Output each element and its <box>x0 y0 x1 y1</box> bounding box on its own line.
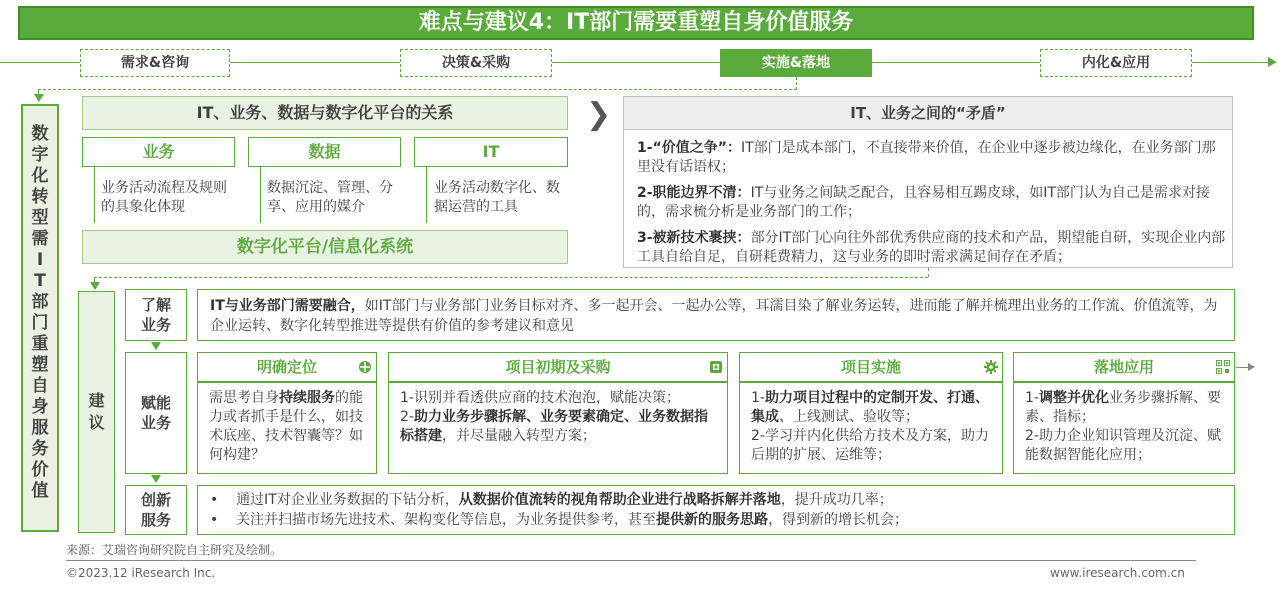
down-arrow-icon <box>151 342 161 350</box>
relation-it-title: IT <box>414 137 568 167</box>
vertical-title-char: I <box>36 250 44 270</box>
conflict-item-1-text: IT部门是成本部门，不直接带来价值，在企业中逐步被边缘化，在业务部门那里没有话语权； <box>637 140 1216 175</box>
crosshair-icon <box>358 360 372 374</box>
down-arrow-icon <box>90 282 100 290</box>
innovate-bullet-2-post: ，得到新的增长机会； <box>768 512 909 528</box>
empower-label-text: 赋能业务 <box>140 394 171 432</box>
empower-card-text <box>1025 389 1225 465</box>
relation-it-desc: 业务活动数字化、数据运营的工具 <box>434 180 560 215</box>
vertical-title <box>21 104 59 532</box>
source-note: 来源：艾瑞咨询研究院自主研究及绘制。 <box>66 543 283 557</box>
empower-card-title <box>388 352 728 382</box>
understand-text <box>210 296 1226 336</box>
empower-card-title-text: 落地应用 <box>1093 358 1154 376</box>
conflict-item-3-bold: 3-被新技术裹挟： <box>637 230 751 246</box>
innovate-bullet-1-pre: 通过IT对企业业务数据的下钻分析， <box>236 492 459 508</box>
empower-card-title-text: 项目实施 <box>840 358 901 376</box>
empower-card-text-part: 助力业务步骤拆解、业务要素确定、业务数据指标搭建 <box>400 409 708 444</box>
empower-label <box>125 352 187 474</box>
connector <box>94 277 928 278</box>
timeline-arrow-icon <box>1268 57 1277 67</box>
conflict-item-3 <box>637 229 1227 267</box>
suggestion-label-text: 建议 <box>88 391 105 432</box>
vertical-title-char: 需 <box>31 229 49 249</box>
divider <box>94 167 95 223</box>
innovate-label-text: 创新服务 <box>140 491 171 529</box>
connector <box>928 268 929 277</box>
empower-card-text-part: 持续服务 <box>279 390 335 406</box>
arrow-right-icon <box>1248 363 1255 371</box>
empower-card-title-text: 明确定位 <box>256 358 317 376</box>
gear-icon <box>984 360 998 374</box>
understand-label-text: 了解业务 <box>140 296 171 334</box>
conflict-item-1 <box>637 139 1227 177</box>
relation-business-desc: 业务活动流程及规则的具象化体现 <box>101 180 227 215</box>
empower-card-text-part: 助力项目过程中的定制开发、打通、集成 <box>751 390 989 425</box>
empower-card-text-part: 调整并优化 <box>1038 390 1109 406</box>
innovate-bullet-1: • 通过IT对企业业务数据的下钻分析，从数据价值流转的视角帮助企业进行战略拆解并落地，提升成功几率； <box>210 492 893 508</box>
footer-divider <box>66 560 1196 561</box>
empower-card-text-part: ，并尽量融入转型方案； <box>442 428 596 444</box>
vertical-title-char: 服 <box>31 418 49 438</box>
copyright: ©2023.12 iResearch Inc. <box>66 566 216 580</box>
empower-card-title <box>739 352 1003 382</box>
divider <box>426 167 427 223</box>
vertical-title-char: 字 <box>31 145 49 165</box>
relation-business-title: 业务 <box>82 137 235 167</box>
understand-bold: IT与业务部门需要融合， <box>210 298 365 314</box>
vertical-title-char: 值 <box>31 481 49 501</box>
empower-card-text-part: 2- <box>400 409 414 425</box>
empower-card-text-part: 需思考自身 <box>209 390 279 406</box>
platform-box: 数字化平台/信息化系统 <box>82 230 568 264</box>
empower-card-text-part: 1-识别并看透供应商的技术泡泡，赋能决策； <box>400 390 680 406</box>
conflict-item-1-bold: 1-“价值之争”： <box>637 140 741 156</box>
innovate-bullet-2: • 关注并扫描市场先进技术、架构变化等信息，为业务提供参考，甚至提供新的服务思路，得到新的增长机会； <box>210 512 909 528</box>
empower-card-text-part: 1- <box>1025 390 1039 406</box>
vertical-title-char: 身 <box>31 397 49 417</box>
vertical-title-char: 数 <box>31 124 49 144</box>
relation-header: IT、业务、数据与数字化平台的关系 <box>82 96 568 130</box>
empower-card-text <box>751 389 993 465</box>
vertical-title-char: 门 <box>31 313 49 333</box>
innovate-bullet-2-bold: 提供新的服务思路 <box>656 512 769 528</box>
innovate-label <box>125 485 187 535</box>
understand-desc: 如IT部门与业务部门业务目标对齐、多一起开会、一起办公等，耳濡目染了解业务运转，进而能了解并梳理出业务的工作流、价值流等，为企业运转、数字化转型推进等提供有价值的参考建议和意见 <box>210 298 1218 334</box>
stage-decision: 决策&采购 <box>400 49 552 77</box>
page-title: 难点与建议4：IT部门需要重塑自身价值服务 <box>18 6 1254 40</box>
innovate-bullet-1-bold: 从数据价值流转的视角帮助企业进行战略拆解并落地 <box>458 492 781 508</box>
stage-demand: 需求&咨询 <box>80 49 230 77</box>
divider <box>260 167 261 223</box>
down-arrow-icon <box>34 94 44 102</box>
chevron-right-icon: ❯ <box>586 97 612 132</box>
empower-card-text-part: 的能力或者抓手是什么，如技术底座、技术智囊等？如何构建？ <box>209 390 363 463</box>
understand-label <box>125 289 187 341</box>
vertical-title-char: 型 <box>31 208 49 228</box>
relation-data-desc: 数据沉淀、管理、分享、应用的媒介 <box>267 180 393 215</box>
innovate-bullet-2-pre: 关注并扫描市场先进技术、架构变化等信息，为业务提供参考，甚至 <box>236 512 657 528</box>
vertical-title-char: 自 <box>31 376 49 396</box>
empower-card-text <box>400 389 718 446</box>
empower-card-text <box>209 389 367 465</box>
suggestion-label <box>78 291 115 533</box>
innovate-bullet-1-post: ，提升成功几率； <box>780 492 893 508</box>
empower-card-text-part: 业务步骤拆解、要素、指标； 2-助力企业知识管理及沉淀、赋能数据智能化应用； <box>1025 390 1221 463</box>
screen-icon <box>709 360 723 374</box>
vertical-title-char: 重 <box>31 334 49 354</box>
empower-card-title <box>197 352 377 382</box>
stage-implementation: 实施&落地 <box>720 49 872 77</box>
vertical-title-char: 转 <box>31 187 49 207</box>
vertical-title-char: T <box>34 271 46 291</box>
conflict-item-2-text: IT与业务之间缺乏配合，且容易相互踢皮球，如IT部门认为自己是需求对接的，需求梳分析是业务部门的工作； <box>637 185 1210 220</box>
qr-icon <box>1216 360 1230 374</box>
conflict-item-2 <box>637 184 1227 222</box>
empower-card-text-part: 、上线测试、验收等； 2-学习并内化供给方技术及方案，助力后期的扩展、运维等； <box>751 409 989 463</box>
conflict-item-2-bold: 2-职能边界不清： <box>637 185 751 201</box>
website: www.iresearch.com.cn <box>1050 566 1185 580</box>
conflict-header: IT、业务之间的“矛盾” <box>623 96 1233 130</box>
relation-data-title: 数据 <box>248 137 401 167</box>
vertical-title-char: 部 <box>31 292 49 312</box>
empower-card-text-part: 1- <box>751 390 765 406</box>
vertical-title-char: 价 <box>31 460 49 480</box>
conflict-item-3-text: 部分IT部门心向往外部优秀供应商的技术和产品，期望能自研，实现企业内部工具自给自足，自研耗费精力，这与业务的即时需求满足间存在矛盾； <box>637 230 1226 265</box>
stage-internalize: 内化&应用 <box>1040 49 1192 77</box>
empower-card-title-text: 项目初期及采购 <box>505 358 611 376</box>
empower-card-title <box>1013 352 1235 382</box>
vertical-title-char: 务 <box>31 439 49 459</box>
vertical-title-char: 塑 <box>31 355 49 375</box>
connector <box>38 89 797 90</box>
vertical-title-char: 化 <box>31 166 49 186</box>
down-arrow-icon <box>151 475 161 483</box>
